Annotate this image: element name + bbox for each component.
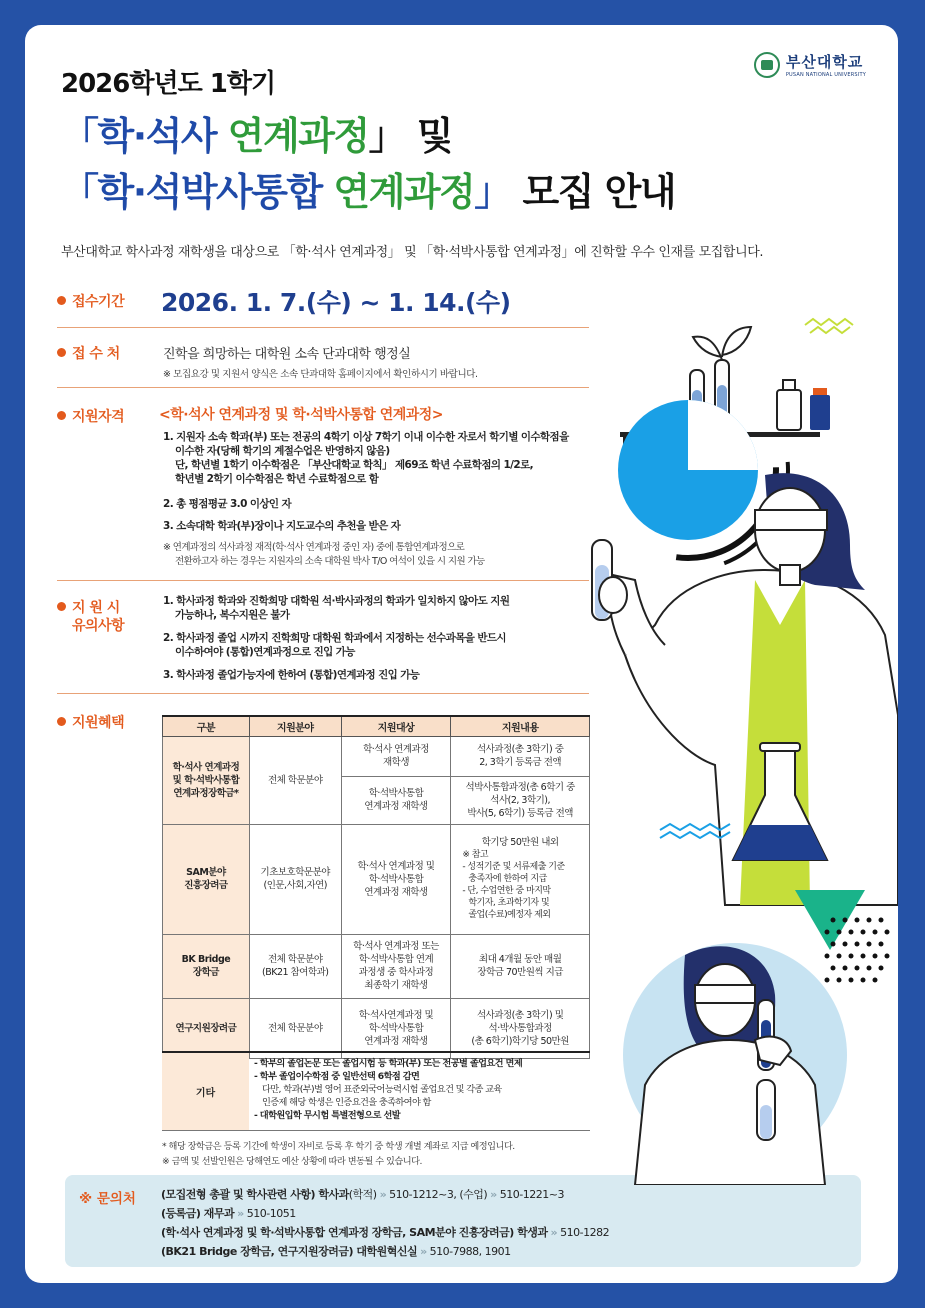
- logo-name-kr: 부산대학교: [785, 53, 864, 71]
- place-note: ※ 모집요강 및 지원서 양식은 소속 단과대학 홈페이지에서 확인하시기 바랍니다.: [163, 369, 478, 380]
- table-cell-field: 전체 학문분야 (BK21 참여학과): [249, 934, 341, 998]
- caution-label-l2: 유의사항: [72, 618, 125, 634]
- table-cell-category: BK Bridge 장학금: [163, 934, 250, 998]
- title-year: 2026학년도 1학기: [61, 69, 276, 99]
- qual-item-1-l2: 이수한 자(당해 학기의 계절수업은 반영하지 않음): [175, 445, 390, 457]
- table-header: 지원내용: [451, 716, 590, 736]
- footnote-1: * 해당 장학금은 등록 기간에 학생이 자비로 등록 후 학기 중 학생 개별 계좌로 지급 예정입니다.: [162, 1141, 515, 1152]
- qual-item-1-l4: 학년별 2학기 이수학점은 학년 수료학점으로 함: [175, 473, 379, 485]
- title-line-1-c: 」 및: [368, 114, 453, 158]
- qualification-title: <학·석사 연계과정 및 학·석박사통합 연계과정>: [159, 407, 444, 423]
- goggles-icon: [695, 985, 755, 1003]
- contact-line-3: (학·석사 연계과정 및 학·석박사통합 연계과정 장학금, SAM분야 진흥장려금) 학생과 » 510-1282: [161, 1226, 610, 1239]
- table-cell-content: 최대 4개월 동안 매월 장학금 70만원씩 지급: [451, 934, 590, 998]
- bottle-icon: [777, 390, 801, 430]
- table-cell-target: 학·석사 연계과정 재학생: [341, 736, 451, 776]
- goggles-icon: [755, 510, 827, 530]
- etc-body: - 학부의 졸업논문 또는 졸업시험 등 학과(부) 또는 전공별 졸업요건 면제 - 학부 졸업이수학점 중 일반선택 6학점 감면 다만, 학과(부)별 영어 표준외국어능력시험 졸업요건 및 각종 교육 인증제 해당 학생은 인증요건을 충족하여야 함 - 대학원입학 무시험 특별전형으로 선발: [254, 1058, 523, 1121]
- title-line-1: [61, 105, 452, 160]
- caution-label-l1: 지 원 시: [57, 597, 120, 617]
- table-cell-content: 학기당 50만원 내외 ※ 참고 - 성적기준 및 서류제출 기준 충족자에 한하여 지급 - 단, 수업연한 중 마지막 학기자, 초과학기자 및 졸업(수료)예정자 제외: [451, 824, 590, 934]
- table-cell-target: 학·석사 연계과정 및 학·석박사통합 연계과정 재학생: [341, 824, 451, 934]
- hand: [599, 577, 627, 613]
- benefits-label: 지원혜택: [57, 712, 124, 732]
- divider: [57, 580, 589, 581]
- qual-item-3: 3. 소속대학 학과(부)장이나 지도교수의 추천을 받은 자: [163, 520, 401, 532]
- contact-line-4: (BK21 Bridge 장학금, 연구지원장려금) 대학원혁신실 » 510-7988, 1901: [161, 1245, 511, 1258]
- caution-item-2-l2: 이수하여야 (통합)연계과정으로 진입 가능: [175, 646, 355, 658]
- title-line-2-a: 「학·석박사통합: [61, 170, 334, 214]
- table-cell-category: 학·석사 연계과정 및 학·석박사통합 연계과정장학금*: [163, 736, 250, 824]
- table-cell-target: 학·석사 연계과정 또는 학·석박사통합 연계 과정생 중 학사과정 최종학기 재학생: [341, 934, 451, 998]
- logo-name-en: PUSAN NATIONAL UNIVERSITY: [785, 72, 866, 78]
- footnote-2: ※ 금액 및 선발인원은 당해연도 예산 상황에 따라 변동될 수 있습니다.: [162, 1156, 422, 1167]
- contact-box: [65, 1175, 861, 1267]
- etc-label: 기타: [162, 1053, 249, 1130]
- caution-item-1-l2: 가능하나, 복수지원은 불가: [175, 609, 290, 621]
- title-line-1-a: 「학·석사: [61, 114, 228, 158]
- notice-page: [25, 25, 898, 1283]
- scientist-illustration: [565, 295, 898, 1185]
- qual-item-1-l1: 1. 지원자 소속 학과(부) 또는 전공의 4학기 이상 7학기 이내 이수한 자로서 학기별 이수학점을: [163, 431, 569, 443]
- table-cell-content: 석사과정(총 3학기) 중 2, 3학기 등록금 전액: [451, 736, 590, 776]
- caution-item-1-l1: 1. 학사과정 학과와 진학희망 대학원 석·박사과정의 학과가 일치하지 않아도 지원: [163, 595, 510, 607]
- divider: [57, 327, 589, 328]
- contact-label: ※ 문의처: [79, 1191, 136, 1207]
- zigzag-decoration: [805, 319, 853, 325]
- table-cell-category: SAM분야 진흥장려금: [163, 824, 250, 934]
- divider: [57, 693, 589, 694]
- caution-item-2-l1: 2. 학사과정 졸업 시까지 진학희망 대학원 학과에서 지정하는 선수과목을 반드시: [163, 632, 506, 644]
- qualification-label: 지원자격: [57, 406, 124, 426]
- qual-note-l1: ※ 연계과정의 석사과정 재적(학·석사 연계과정 중인 자) 중에 통합연계과정으로: [163, 542, 465, 553]
- contact-line-2: (등록금) 재무과 » 510-1051: [161, 1207, 296, 1220]
- qual-item-2: 2. 총 평점평균 3.0 이상인 자: [163, 498, 292, 510]
- benefits-table: [162, 715, 590, 1059]
- table-cell-target: 학·석박사통합 연계과정 재학생: [341, 776, 451, 824]
- table-header: 구분: [163, 716, 250, 736]
- lab-coat: [635, 1040, 825, 1185]
- table-cell-content: 석박사통합과정(총 6학기 중 석사(2, 3학기), 박사(5, 6학기) 등록금 전액: [451, 776, 590, 824]
- table-cell-field: 전체 학문분야: [249, 998, 341, 1058]
- table-cell-content: 석사과정(총 3학기) 및 석·박사통합과정 (총 6학기)학기당 50만원: [451, 998, 590, 1058]
- university-seal-icon: [754, 52, 780, 78]
- table-header: 지원대상: [341, 716, 451, 736]
- university-logo: [754, 51, 866, 78]
- period-label: 접수기간: [57, 291, 124, 311]
- table-cell-field: 기초보호학문분야 (인문,사회,자연): [249, 824, 341, 934]
- caution-item-3: 3. 학사과정 졸업가능자에 한하여 (통합)연계과정 진입 가능: [163, 669, 420, 681]
- contact-line-1: (모집전형 총괄 및 학사관련 사항) 학사과(학적) » 510-1212~3, (수업) » 510-1221~3: [161, 1188, 564, 1201]
- place-value: 진학을 희망하는 대학원 소속 단과대학 행정실: [163, 347, 411, 362]
- title-line-1-b: 연계과정: [227, 114, 369, 158]
- intro-text: 부산대학교 학사과정 재학생을 대상으로 「학·석사 연계과정」 및 「학·석박사통합 연계과정」에 진학할 우수 인재를 모집합니다.: [61, 245, 764, 260]
- etc-box: [162, 1051, 590, 1131]
- title-line-2: [61, 161, 675, 216]
- title-line-2-c: 」: [474, 170, 523, 214]
- period-value: 2026. 1. 7.(수) ~ 1. 14.(수): [161, 288, 511, 317]
- qual-item-1-l3: 단, 학년별 1학기 이수학점은 「부산대학교 학칙」 제69조 학년 수료학점의 1/2로,: [175, 459, 534, 471]
- divider: [57, 387, 589, 388]
- table-cell-target: 학·석사연계과정 및 학·석박사통합 연계과정 재학생: [341, 998, 451, 1058]
- table-cell-field: 전체 학문분야: [249, 736, 341, 824]
- table-cell-category: 연구지원장려금: [163, 998, 250, 1058]
- place-label: 접 수 처: [57, 343, 120, 363]
- title-line-2-d: 모집 안내: [522, 170, 676, 214]
- table-header: 지원분야: [249, 716, 341, 736]
- qual-note-l2: 전환하고자 하는 경우는 지원자의 소속 대학원 박사 T/O 여석이 있을 시 지원 가능: [175, 556, 485, 567]
- title-line-2-b: 연계과정: [333, 170, 475, 214]
